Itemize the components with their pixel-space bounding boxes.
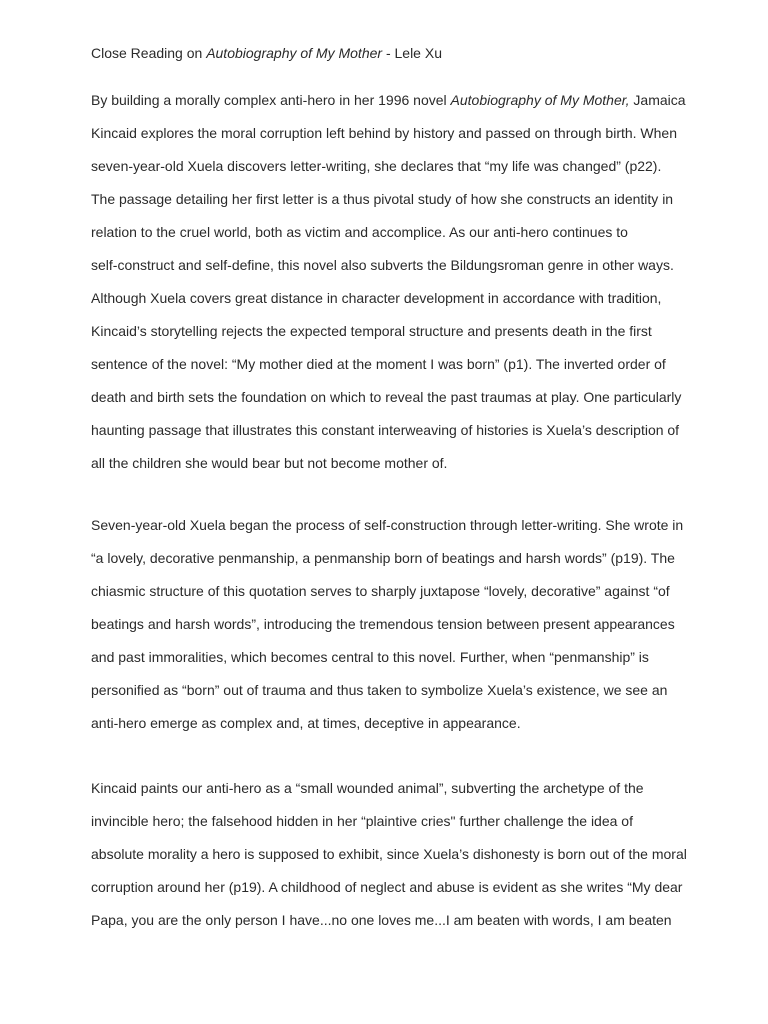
paragraph-line: and past immoralities, which becomes central to this novel. Further, when “penmanship” is: [91, 649, 649, 665]
novel-title: Autobiography of My Mother,: [450, 92, 630, 108]
paragraph-line: Kincaid paints our anti-hero as a “small wounded animal”, subverting the archetype of the: [91, 780, 644, 796]
header-title: Autobiography of My Mother: [206, 45, 383, 61]
paragraph-line: Although Xuela covers great distance in character development in accordance with tradition,: [91, 290, 662, 306]
paragraph-line: The passage detailing her first letter is a thus pivotal study of how she constructs an identity in: [91, 191, 674, 207]
paragraph-line: Seven-year-old Xuela began the process of self-construction through letter-writing. She wrote in: [91, 517, 684, 533]
header-suffix: - Lele Xu: [382, 45, 442, 61]
paragraph-line: Papa, you are the only person I have...no one loves me...I am beaten with words, I am beaten: [91, 912, 672, 928]
paragraph-line: anti-hero emerge as complex and, at times, deceptive in appearance.: [91, 715, 521, 731]
paragraph-line: absolute morality a hero is supposed to exhibit, since Xuela’s dishonesty is born out of the moral: [91, 846, 687, 862]
paragraph-line: “a lovely, decorative penmanship, a penmanship born of beatings and harsh words” (p19). The: [91, 550, 675, 566]
paragraph-line: personified as “born” out of trauma and thus taken to symbolize Xuela’s existence, we see an: [91, 682, 668, 698]
paragraph-line: invincible hero; the falsehood hidden in her “plaintive cries" further challenge the idea of: [91, 813, 633, 829]
paragraph-line: self-construct and self-define, this novel also subverts the Bildungsroman genre in other ways.: [91, 257, 674, 273]
paragraph-line: all the children she would bear but not become mother of.: [91, 455, 448, 471]
header-prefix: Close Reading on: [91, 45, 207, 61]
paragraph-line: death and birth sets the foundation on which to reveal the past traumas at play. One particularly: [91, 389, 682, 405]
paragraph-line: beatings and harsh words”, introducing the tremendous tension between present appearances: [91, 616, 675, 632]
paragraph-line: chiasmic structure of this quotation serves to sharply juxtapose “lovely, decorative” against “of: [91, 583, 670, 599]
paragraph-line: Kincaid’s storytelling rejects the expected temporal structure and presents death in the first: [91, 323, 652, 339]
paragraph-line: sentence of the novel: “My mother died at the moment I was born” (p1). The inverted order of: [91, 356, 666, 372]
document-header: [91, 43, 442, 63]
paragraph-3: [91, 778, 691, 943]
paragraph-line: corruption around her (p19). A childhood of neglect and abuse is evident as she writes “My dear: [91, 879, 683, 895]
paragraph-line: Kincaid explores the moral corruption left behind by history and passed on through birth. When: [91, 125, 678, 141]
paragraph-1: [91, 90, 691, 486]
paragraph-line: By building a morally complex anti-hero in her 1996 novel Autobiography of My Mother, Jamaica: [91, 92, 686, 108]
paragraph-line: relation to the cruel world, both as victim and accomplice. As our anti-hero continues to: [91, 224, 628, 240]
paragraph-line: seven-year-old Xuela discovers letter-writing, she declares that “my life was changed” (p22).: [91, 158, 662, 174]
paragraph-2: [91, 515, 691, 746]
paragraph-line: haunting passage that illustrates this constant interweaving of histories is Xuela’s description of: [91, 422, 680, 438]
